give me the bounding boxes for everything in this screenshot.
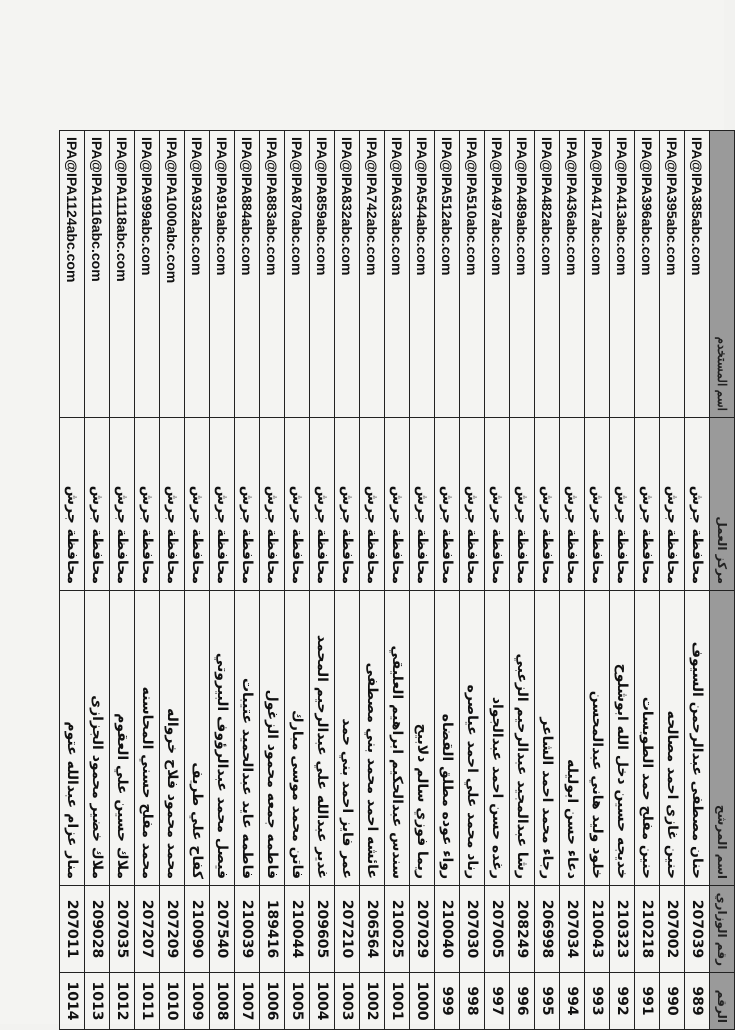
cell-work-center: محافظة جرش <box>185 418 210 591</box>
cell-ministry-number: 207034 <box>560 886 585 973</box>
cell-seq: 1012 <box>110 973 135 1030</box>
cell-username: IPA@IPA884abc.com <box>235 131 260 418</box>
cell-ministry-number: 210323 <box>610 886 635 973</box>
cell-seq: 1001 <box>385 973 410 1030</box>
cell-seq: 992 <box>610 973 635 1030</box>
cell-username: IPA@IPA482abc.com <box>535 131 560 418</box>
cell-work-center: محافظة جرش <box>60 418 85 591</box>
cell-work-center: محافظة جرش <box>560 418 585 591</box>
table-row <box>585 131 610 1030</box>
cell-username: IPA@IPA633abc.com <box>385 131 410 418</box>
cell-username: IPA@IPA417abc.com <box>585 131 610 418</box>
table-row <box>210 131 235 1030</box>
cell-seq: 993 <box>585 973 610 1030</box>
header-ministry-number: رقم الوزاري <box>710 886 735 973</box>
cell-username: IPA@IPA859abc.com <box>310 131 335 418</box>
cell-seq: 1013 <box>85 973 110 1030</box>
cell-username: IPA@IPA919abc.com <box>210 131 235 418</box>
table-row <box>185 131 210 1030</box>
cell-candidate-name: رغده حسن احمد عبدالجواد <box>485 591 510 886</box>
cell-seq: 1005 <box>285 973 310 1030</box>
cell-ministry-number: 207005 <box>485 886 510 973</box>
cell-work-center: محافظة جرش <box>410 418 435 591</box>
cell-candidate-name: خلود وليد هاني عبدالمحسن <box>585 591 610 886</box>
cell-work-center: محافظة جرش <box>435 418 460 591</box>
cell-work-center: محافظة جرش <box>210 418 235 591</box>
cell-candidate-name: عمر فايز احمد بني حمد <box>335 591 360 886</box>
cell-username: IPA@IPA883abc.com <box>260 131 285 418</box>
table-row <box>385 131 410 1030</box>
cell-candidate-name: رواء عوده مطلق القضاه <box>435 591 460 886</box>
cell-seq: 1000 <box>410 973 435 1030</box>
cell-work-center: محافظة جرش <box>160 418 185 591</box>
candidates-table <box>59 130 735 1030</box>
cell-username: IPA@IPA436abc.com <box>560 131 585 418</box>
cell-ministry-number: 207035 <box>110 886 135 973</box>
cell-ministry-number: 207210 <box>335 886 360 973</box>
cell-candidate-name: غدير عبدالله علي عبدالرحيم المحمد <box>310 591 335 886</box>
cell-ministry-number: 210025 <box>385 886 410 973</box>
cell-candidate-name: فيصل محمد عبدالرؤوف البيروتي <box>210 591 235 886</box>
table-row <box>110 131 135 1030</box>
cell-ministry-number: 207540 <box>210 886 235 973</box>
cell-ministry-number: 210044 <box>285 886 310 973</box>
cell-candidate-name: محمد محمود فلاح خرواله <box>160 591 185 886</box>
cell-ministry-number: 209605 <box>310 886 335 973</box>
cell-username: IPA@IPA742abc.com <box>360 131 385 418</box>
table-row <box>360 131 385 1030</box>
table-row <box>310 131 335 1030</box>
table-row <box>435 131 460 1030</box>
cell-work-center: محافظة جرش <box>535 418 560 591</box>
cell-work-center: محافظة جرش <box>260 418 285 591</box>
header-work-center: مركز العمل <box>710 418 735 591</box>
cell-seq: 997 <box>485 973 510 1030</box>
table-row <box>610 131 635 1030</box>
table-row <box>410 131 435 1030</box>
cell-username: IPA@IPA1124abc.com <box>60 131 85 418</box>
table-row <box>235 131 260 1030</box>
cell-work-center: محافظة جرش <box>660 418 685 591</box>
table-row <box>260 131 285 1030</box>
cell-seq: 1007 <box>235 973 260 1030</box>
cell-candidate-name: رشا عبدالمجيد عبدالرحيم الزعبي <box>510 591 535 886</box>
rotated-table-wrapper <box>60 130 735 1030</box>
cell-work-center: محافظة جرش <box>385 418 410 591</box>
cell-username: IPA@IPA1118abc.com <box>110 131 135 418</box>
cell-candidate-name: حنين مفلح حمد الطويسات <box>635 591 660 886</box>
cell-seq: 1004 <box>310 973 335 1030</box>
cell-ministry-number: 210043 <box>585 886 610 973</box>
table-row <box>285 131 310 1030</box>
cell-ministry-number: 189416 <box>260 886 285 973</box>
cell-seq: 994 <box>560 973 585 1030</box>
cell-seq: 996 <box>510 973 535 1030</box>
cell-ministry-number: 208249 <box>510 886 535 973</box>
cell-username: IPA@IPA870abc.com <box>285 131 310 418</box>
cell-candidate-name: خديجه حسين دخل الله ابوشلوح <box>610 591 635 886</box>
table-row <box>460 131 485 1030</box>
cell-seq: 995 <box>535 973 560 1030</box>
cell-candidate-name: سندس عبدالحكيم ابراهيم العليقي <box>385 591 410 886</box>
cell-work-center: محافظة جرش <box>310 418 335 591</box>
cell-seq: 1009 <box>185 973 210 1030</box>
cell-work-center: محافظة جرش <box>585 418 610 591</box>
cell-username: IPA@IPA512abc.com <box>435 131 460 418</box>
cell-username: IPA@IPA385abc.com <box>685 131 710 418</box>
table-row <box>660 131 685 1030</box>
cell-ministry-number: 207011 <box>60 886 85 973</box>
cell-candidate-name: رناد محمد علي احمد عياصره <box>460 591 485 886</box>
table-row <box>485 131 510 1030</box>
cell-work-center: محافظة جرش <box>110 418 135 591</box>
table-row <box>85 131 110 1030</box>
cell-work-center: محافظة جرش <box>360 418 385 591</box>
cell-candidate-name: كفاح علي طريف <box>185 591 210 886</box>
cell-work-center: محافظة جرش <box>485 418 510 591</box>
table-row <box>685 131 710 1030</box>
cell-ministry-number: 207002 <box>660 886 685 973</box>
cell-work-center: محافظة جرش <box>510 418 535 591</box>
cell-candidate-name: منار عزام عبدالله عتوم <box>60 591 85 886</box>
cell-username: IPA@IPA932abc.com <box>185 131 210 418</box>
table-row <box>335 131 360 1030</box>
table-row <box>135 131 160 1030</box>
cell-ministry-number: 206564 <box>360 886 385 973</box>
cell-seq: 1014 <box>60 973 85 1030</box>
cell-work-center: محافظة جرش <box>635 418 660 591</box>
cell-candidate-name: فاطمه جمعه محمود الزغول <box>260 591 285 886</box>
cell-ministry-number: 210039 <box>235 886 260 973</box>
cell-work-center: محافظة جرش <box>685 418 710 591</box>
cell-seq: 1006 <box>260 973 285 1030</box>
cell-username: IPA@IPA510abc.com <box>460 131 485 418</box>
cell-ministry-number: 207030 <box>460 886 485 973</box>
cell-candidate-name: دعاء حسن ابوليله <box>560 591 585 886</box>
cell-seq: 1002 <box>360 973 385 1030</box>
header-candidate-name: اسم المرشح <box>710 591 735 886</box>
cell-ministry-number: 207029 <box>410 886 435 973</box>
cell-candidate-name: حنين غازى احمد مصالحه <box>660 591 685 886</box>
cell-seq: 989 <box>685 973 710 1030</box>
table-row <box>510 131 535 1030</box>
cell-username: IPA@IPA1116abc.com <box>85 131 110 418</box>
cell-ministry-number: 207039 <box>685 886 710 973</box>
cell-ministry-number: 207209 <box>160 886 185 973</box>
table-body <box>60 131 710 1030</box>
cell-work-center: محافظة جرش <box>235 418 260 591</box>
header-username: اسم المستخدم <box>710 131 735 418</box>
cell-candidate-name: فاطمه عايد عبدالحميد عتيبات <box>235 591 260 886</box>
table-row <box>60 131 85 1030</box>
cell-seq: 1008 <box>210 973 235 1030</box>
cell-candidate-name: رجاء محمد احمد الشاعر <box>535 591 560 886</box>
cell-candidate-name: ملاك حسين علي العقوم <box>110 591 135 886</box>
cell-work-center: محافظة جرش <box>85 418 110 591</box>
cell-seq: 1010 <box>160 973 185 1030</box>
cell-work-center: محافظة جرش <box>460 418 485 591</box>
cell-work-center: محافظة جرش <box>285 418 310 591</box>
header-seq: الرقم <box>710 973 735 1030</box>
cell-candidate-name: ريما فوزي سالم دلابيح <box>410 591 435 886</box>
cell-ministry-number: 210090 <box>185 886 210 973</box>
cell-ministry-number: 210218 <box>635 886 660 973</box>
cell-work-center: محافظة جرش <box>335 418 360 591</box>
cell-username: IPA@IPA396abc.com <box>635 131 660 418</box>
table-row <box>160 131 185 1030</box>
cell-seq: 1003 <box>335 973 360 1030</box>
cell-seq: 991 <box>635 973 660 1030</box>
table-row <box>635 131 660 1030</box>
cell-username: IPA@IPA999abc.com <box>135 131 160 418</box>
cell-candidate-name: عائشه احمد محمد بني مصطفى <box>360 591 385 886</box>
cell-username: IPA@IPA395abc.com <box>660 131 685 418</box>
table-header-row <box>710 131 735 1030</box>
cell-username: IPA@IPA1000abc.com <box>160 131 185 418</box>
cell-ministry-number: 206998 <box>535 886 560 973</box>
table-row <box>535 131 560 1030</box>
cell-seq: 1011 <box>135 973 160 1030</box>
table-row <box>560 131 585 1030</box>
cell-username: IPA@IPA489abc.com <box>510 131 535 418</box>
cell-work-center: محافظة جرش <box>610 418 635 591</box>
cell-ministry-number: 207207 <box>135 886 160 973</box>
cell-candidate-name: ملاك خضير محمود الجزازى <box>85 591 110 886</box>
cell-candidate-name: حنان مصطفى عبدالرحمن السيوف <box>685 591 710 886</box>
cell-username: IPA@IPA832abc.com <box>335 131 360 418</box>
cell-seq: 999 <box>435 973 460 1030</box>
cell-seq: 998 <box>460 973 485 1030</box>
cell-username: IPA@IPA544abc.com <box>410 131 435 418</box>
cell-candidate-name: فاتن محمد موسى مبارك <box>285 591 310 886</box>
cell-ministry-number: 209028 <box>85 886 110 973</box>
cell-candidate-name: محمد مفلح حسني المحاسنه <box>135 591 160 886</box>
cell-seq: 990 <box>660 973 685 1030</box>
cell-ministry-number: 210040 <box>435 886 460 973</box>
cell-username: IPA@IPA497abc.com <box>485 131 510 418</box>
cell-username: IPA@IPA413abc.com <box>610 131 635 418</box>
cell-work-center: محافظة جرش <box>135 418 160 591</box>
